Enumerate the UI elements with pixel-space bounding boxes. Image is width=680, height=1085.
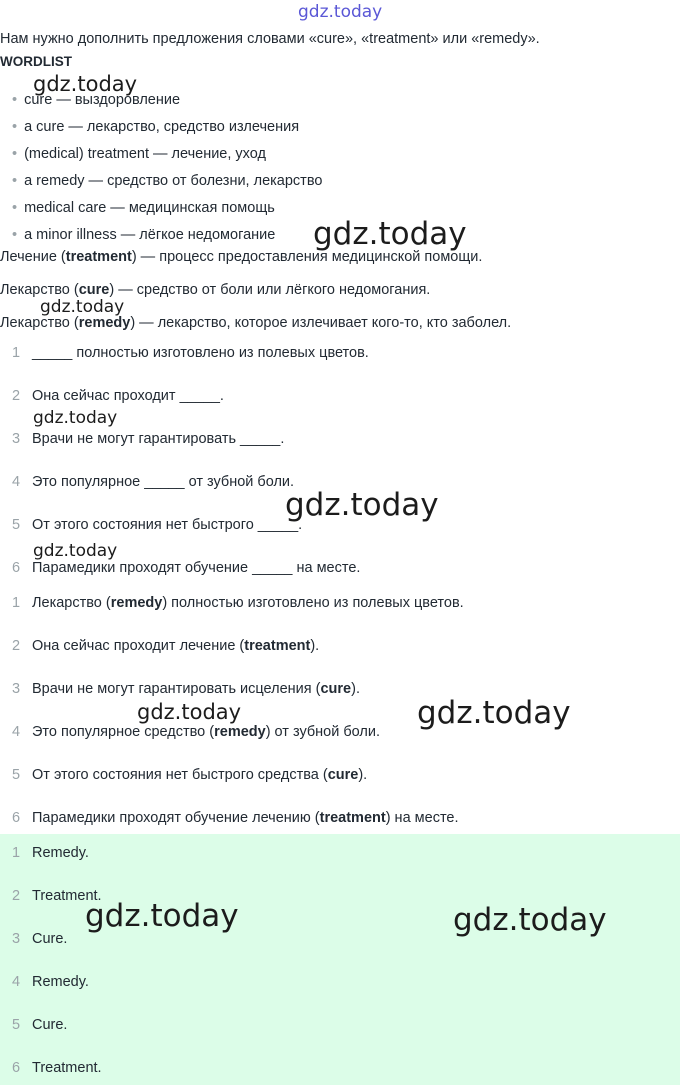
wordlist-item: • cure — выздоровление xyxy=(12,92,181,108)
item-number: 5 xyxy=(12,517,21,533)
item-number: 5 xyxy=(12,767,21,783)
bullet-icon: • xyxy=(12,119,18,135)
definition-line: Лечение (treatment) — процесс предоставления медицинской помощи. xyxy=(0,249,483,265)
intro-text: Нам нужно дополнить предложения словами «cure», «treatment» или «remedy». xyxy=(0,31,540,47)
wordlist-item: • (medical) treatment — лечение, уход xyxy=(12,146,266,162)
item-number: 3 xyxy=(12,931,21,947)
bullet-icon: • xyxy=(12,92,18,108)
item-number: 3 xyxy=(12,431,21,447)
answer-item: 3 Cure. xyxy=(0,931,67,947)
wordlist-title: WORDLIST xyxy=(0,54,72,69)
task-item: 5 От этого состояния нет быстрого _____. xyxy=(0,517,302,533)
watermark: gdz.today xyxy=(417,695,571,731)
bullet-icon: • xyxy=(12,227,18,243)
item-number: 4 xyxy=(12,474,21,490)
item-number: 6 xyxy=(12,560,21,576)
wordlist-item: • a remedy — средство от болезни, лекарство xyxy=(12,173,323,189)
definition-line: Лекарство (remedy) — лекарство, которое излечивает кого-то, кто заболел. xyxy=(0,315,512,331)
task-item: 1 _____ полностью изготовлено из полевых цветов. xyxy=(0,345,369,361)
task-item: 4 Это популярное _____ от зубной боли. xyxy=(0,474,294,490)
definition-line: Лекарство (cure) — средство от боли или лёгкого недомогания. xyxy=(0,282,431,298)
item-number: 1 xyxy=(12,345,21,361)
watermark: gdz.today xyxy=(40,297,125,317)
item-number: 1 xyxy=(12,595,21,611)
watermark: gdz.today xyxy=(33,72,138,96)
item-number: 5 xyxy=(12,1017,21,1033)
watermark: gdz.today xyxy=(33,408,118,428)
answer-item: 2 Treatment. xyxy=(0,888,102,904)
wordlist-item: • medical care — медицинская помощь xyxy=(12,200,275,216)
item-number: 1 xyxy=(12,845,21,861)
watermark: gdz.today xyxy=(285,487,439,523)
watermark: gdz.today xyxy=(453,902,607,938)
translation-item: 5 От этого состояния нет быстрого средства (cure). xyxy=(0,767,367,783)
translation-item: 2 Она сейчас проходит лечение (treatment). xyxy=(0,638,319,654)
translation-item: 3 Врачи не могут гарантировать исцеления (cure). xyxy=(0,681,360,697)
answers-panel xyxy=(0,834,680,1085)
task-item: 6 Парамедики проходят обучение _____ на месте. xyxy=(0,560,360,576)
translation-item: 6 Парамедики проходят обучение лечению (treatment) на месте. xyxy=(0,810,459,826)
translation-item: 4 Это популярное средство (remedy) от зубной боли. xyxy=(0,724,380,740)
item-number: 3 xyxy=(12,681,21,697)
task-item: 3 Врачи не могут гарантировать _____. xyxy=(0,431,284,447)
item-number: 4 xyxy=(12,974,21,990)
answer-item: 4 Remedy. xyxy=(0,974,89,990)
watermark: gdz.today xyxy=(33,541,118,561)
watermark: gdz.today xyxy=(298,2,383,22)
answer-item: 1 Remedy. xyxy=(0,845,89,861)
item-number: 6 xyxy=(12,1060,21,1076)
bullet-icon: • xyxy=(12,146,18,162)
item-number: 2 xyxy=(12,888,21,904)
bullet-icon: • xyxy=(12,200,18,216)
item-number: 2 xyxy=(12,638,21,654)
answer-item: 6 Treatment. xyxy=(0,1060,102,1076)
item-number: 6 xyxy=(12,810,21,826)
wordlist-item: • a cure — лекарство, средство излечения xyxy=(12,119,300,135)
answer-item: 5 Cure. xyxy=(0,1017,67,1033)
bullet-icon: • xyxy=(12,173,18,189)
watermark: gdz.today xyxy=(313,216,467,252)
task-item: 2 Она сейчас проходит _____. xyxy=(0,388,224,404)
watermark: gdz.today xyxy=(85,898,239,934)
item-number: 4 xyxy=(12,724,21,740)
item-number: 2 xyxy=(12,388,21,404)
watermark: gdz.today xyxy=(137,700,242,724)
translation-item: 1 Лекарство (remedy) полностью изготовлено из полевых цветов. xyxy=(0,595,464,611)
wordlist-item: • a minor illness — лёгкое недомогание xyxy=(12,227,276,243)
